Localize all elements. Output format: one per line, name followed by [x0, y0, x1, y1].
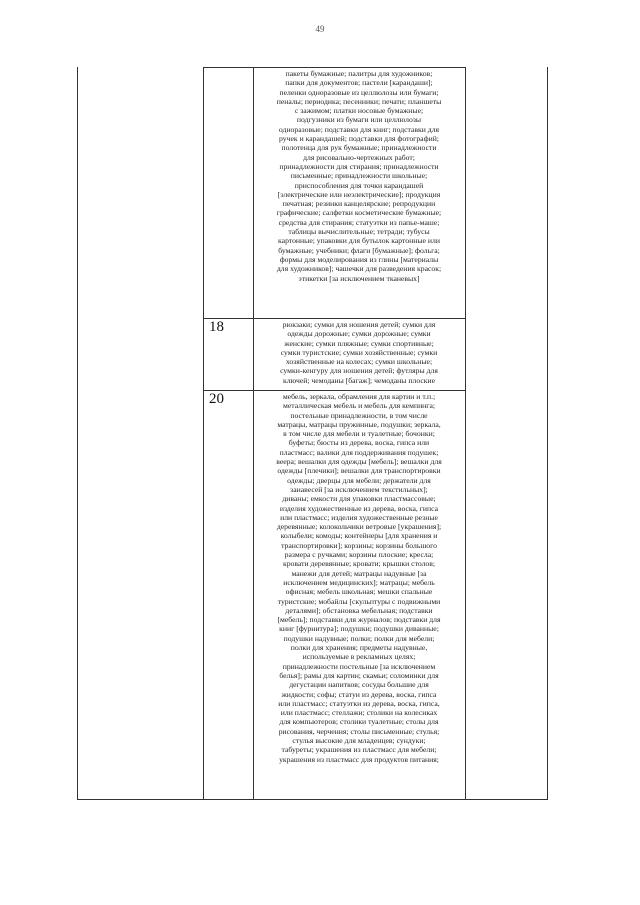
goods-line: пеленки одноразовые из целлюлозы или бумаги; — [279, 87, 439, 97]
goods-description — [253, 69, 465, 283]
table-row — [77, 67, 548, 318]
table-divider-bottom — [77, 799, 548, 800]
goods-line: пластмасс; валики для поддерживания подушек; — [279, 447, 439, 457]
goods-line: буфеты; бюсты из дерева, воска, гипса или — [288, 438, 430, 448]
goods-line: матрацы, матрацы пружинные, подушки; зеркала, — [277, 419, 441, 429]
class-number: 18 — [209, 319, 224, 335]
goods-line: изделия художественные из дерева, воска, гипса — [279, 503, 439, 513]
goods-line: [мебель]; подставки для журналов; подставки для — [277, 615, 441, 625]
table-row — [77, 318, 548, 390]
goods-line: книг [фурнитура]; подушки; подушки диванные; — [279, 624, 439, 634]
goods-line: используемые в рекламных целях; — [302, 652, 416, 662]
goods-line: стулья высокие для младенцев; сундуки; — [292, 735, 426, 745]
goods-line: белья]; рамы для картин; скамьи; соломинки для — [279, 670, 439, 680]
goods-line: печатная; резинки канцелярские; репродукции — [282, 199, 436, 209]
goods-line: [электрические или неэлектрические]; продукция — [277, 189, 441, 199]
goods-line: рюкзаки; сумки для ношения детей; сумки для — [282, 320, 436, 329]
goods-description — [253, 392, 465, 764]
goods-line: туристские; мобайлы [скульптуры с подвижными — [277, 596, 441, 606]
goods-line: подушки надувные; полки; полки для мебели; — [283, 633, 435, 643]
goods-line: принадлежности для стирания; принадлежности — [279, 161, 439, 171]
goods-line: подгузники из бумаги или целлюлозы — [296, 115, 422, 125]
goods-line: рисования, черчения; столы письменные; стулья; — [278, 726, 440, 736]
goods-line: полотенца для рук бумажные; принадлежности — [281, 143, 437, 153]
goods-line: графические; салфетки косметические бумажные; — [276, 208, 442, 218]
goods-line: постельные принадлежности, в том числе — [290, 410, 428, 420]
goods-line: полки для хранения; предметы надувные, — [290, 643, 428, 653]
goods-line: одежды дорожные; сумки дорожные; сумки — [287, 329, 431, 339]
goods-line: сумки-кенгуру для ношения детей; футляры для — [280, 366, 438, 376]
goods-line: письменные; принадлежности школьные; — [290, 171, 428, 181]
goods-line: занавесей [за исключением текстильных]; — [290, 484, 428, 494]
goods-line: бумажные; учебники; флаги [бумажные]; фольга; — [278, 245, 440, 255]
goods-line: ключей; чемоданы [багаж]; чемоданы плоские — [282, 375, 436, 385]
goods-line: офисная; мебель школьная; мешки спальные — [285, 587, 433, 597]
goods-line: веера; вешалки для одежды [мебель]; вешалки для — [276, 457, 442, 467]
goods-line: пеналы; периодика; песенники; печати; планшеты — [276, 96, 442, 106]
goods-line: картонные; упаковки для бутылок картонные или — [278, 236, 440, 246]
goods-line: этикетки [за исключением тканевых] — [298, 273, 420, 283]
goods-line: в том числе для мебели и туалетные; бочонки; — [283, 429, 435, 439]
goods-line: сумки туристские; сумки хозяйственные; сумки — [280, 347, 438, 357]
goods-line: приспособления для точки карандашей — [294, 180, 424, 190]
goods-classification-table — [77, 67, 548, 800]
goods-line: формы для моделирования из глины [материалы — [279, 254, 439, 264]
goods-line: одежды; дверцы для мебели; держатели для — [287, 475, 431, 485]
goods-line: принадлежности постельные [за исключением — [282, 661, 436, 671]
goods-line: размера с ручками; корзины плоские; кресла; — [284, 550, 434, 560]
goods-line: одежды [плечики]; вешалки для транспортировки — [277, 466, 441, 476]
goods-line: транспортировки]; корзины; корзины большого — [281, 540, 437, 550]
goods-line: деталями]; обстановка мебельная; подставки — [285, 605, 433, 615]
goods-line: колыбели; комоды; контейнеры [для хранения и — [280, 531, 438, 541]
goods-line: или пластмасс; изделия художественные резные — [280, 512, 438, 522]
goods-line: исключением медицинских]; матрацы; мебель — [283, 577, 435, 587]
goods-line: кровати деревянные; кровати; крышки столов; — [282, 559, 436, 569]
goods-line: табуреты; украшения из пластмасс для мебели; — [281, 745, 437, 755]
goods-line: жидкости; софы; статуи из дерева, воска, гипса — [281, 689, 437, 699]
goods-line: деревянные; колокольчики ветровые [украшения]; — [276, 522, 442, 532]
goods-description — [253, 320, 465, 385]
goods-line: манежи для детей; матрацы надувные [за — [291, 568, 427, 578]
goods-line: таблицы вычислительные; тетради; тубусы — [288, 227, 430, 237]
goods-line: для художников]; чашечки для разведения красок; — [276, 264, 442, 274]
page-number: 49 — [315, 24, 325, 34]
goods-line: папки для документов; пастели [карандаши]; — [285, 78, 433, 88]
goods-line: с зажимом; платки носовые бумажные; — [294, 106, 424, 116]
goods-line: украшения из пластмасс для продуктов питания; — [279, 754, 439, 764]
goods-line: одноразовые; подставки для книг; подставки для — [278, 124, 440, 134]
goods-line: для рисовально-чертежных работ; — [303, 152, 415, 162]
goods-line: мебель, зеркала, обрамления для картин и т.п.; — [282, 392, 436, 401]
goods-line: пакеты бумажные; палитры для художников; — [285, 69, 433, 78]
goods-line: женские; сумки пляжные; сумки спортивные; — [284, 338, 434, 348]
goods-line: дегустации напитков; сосуды большие для — [289, 680, 429, 690]
goods-line: для компьютеров; столики туалетные; столы для — [279, 717, 439, 727]
goods-line: диваны; емкости для упаковки пластмассовые; — [282, 494, 436, 504]
table-row — [77, 390, 548, 799]
goods-line: хозяйственные на колесах; сумки школьные; — [285, 357, 433, 367]
goods-line: ручек и карандашей; подставки для фотографий; — [279, 134, 439, 144]
goods-line: металлическая мебель и мебель для кемпинга; — [283, 401, 435, 411]
class-number: 20 — [209, 391, 224, 407]
goods-line: средства для стирания; статуэтки из папье-маше; — [278, 217, 440, 227]
goods-line: или пластмасс; статуэтки из дерева, воска, гипса, — [278, 698, 440, 708]
goods-line: или пластмасс; стеллажи; столики на колесиках — [280, 708, 438, 718]
